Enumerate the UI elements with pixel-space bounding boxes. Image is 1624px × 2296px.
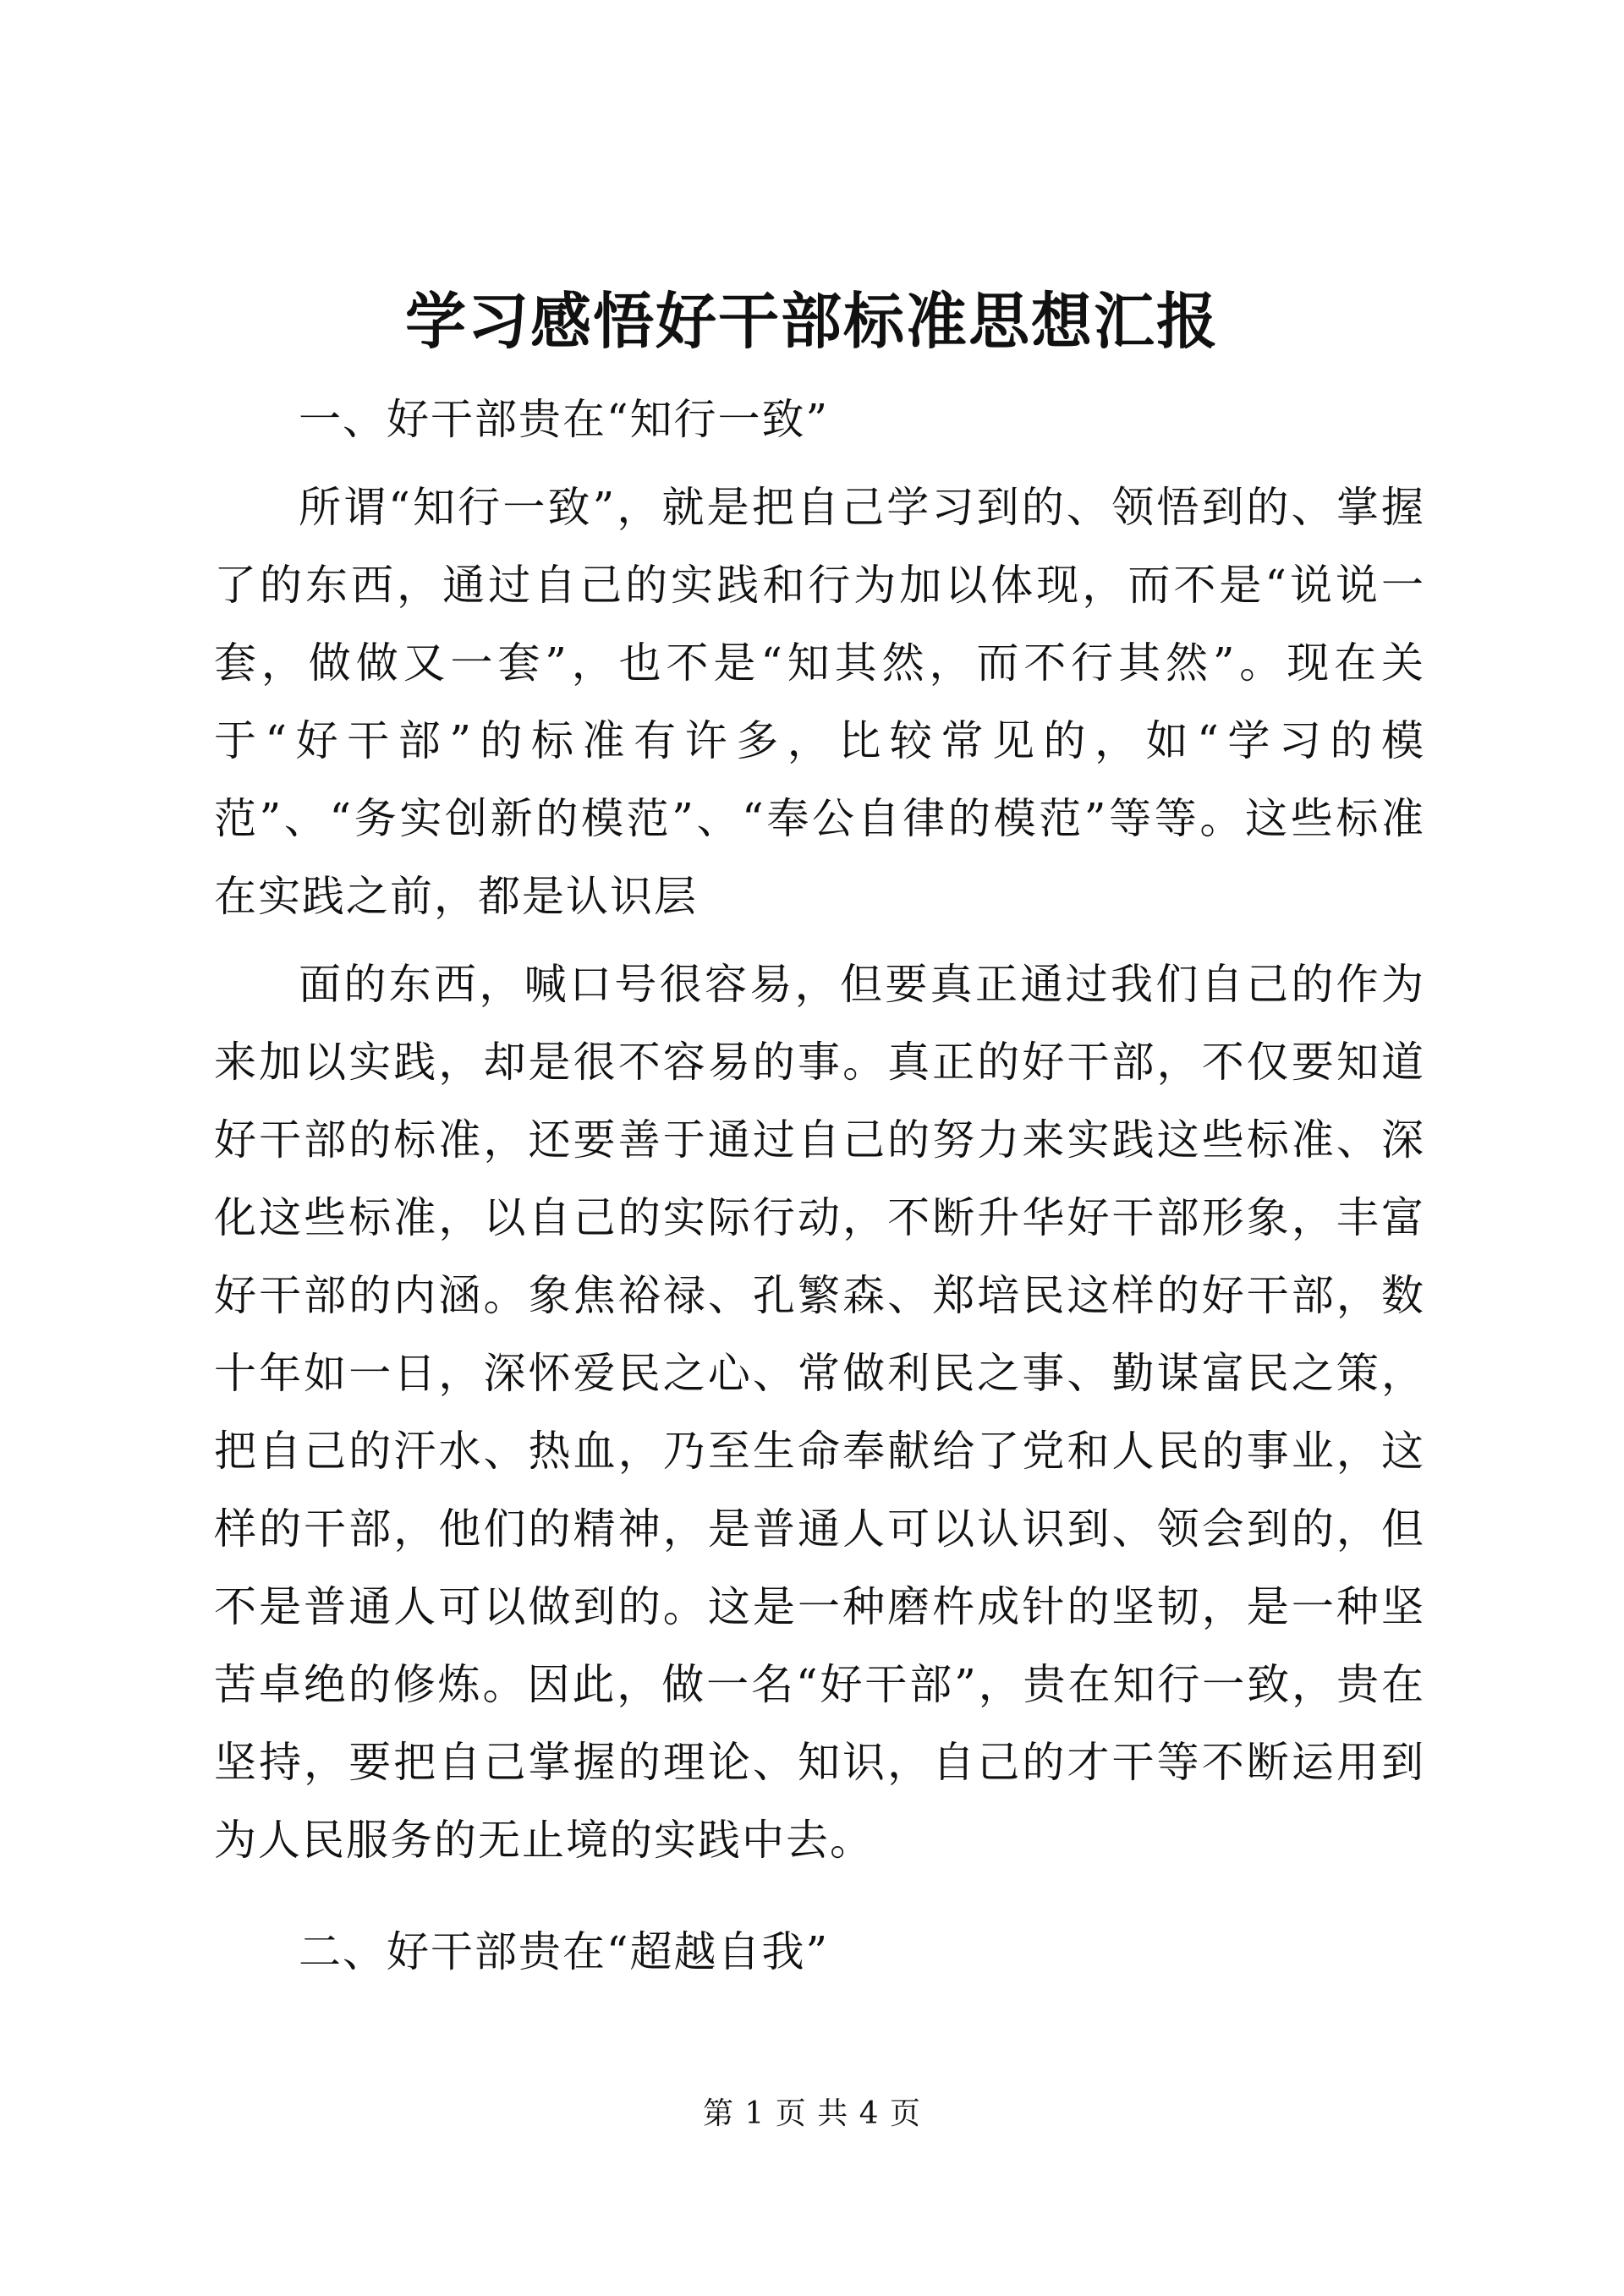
document-body [214, 381, 1425, 1991]
page-number-footer: 第 1 页 共 4 页 [702, 2096, 922, 2131]
document-title: 学习感悟好干部标准思想汇报 [404, 285, 1219, 357]
section-heading-2: 二、好干部贵在“超越自我” [299, 1927, 830, 1976]
section-heading-1: 一、好干部贵在“知行一致” [299, 395, 830, 444]
paragraph-1: 所谓“知行一致”，就是把自己学习到的、领悟到的、掌握了的东西，通过自己的实践和行为加以体现，而不是“说说一套，做做又一套”，也不是“知其然，而不行其然”。现在关于“好干部”的标准有许多，比较常见的，如“学习的模范”、“务实创新的模范”、“奉公自律的模范”等等。这些标准在实践之前，都是认识层 [214, 483, 1425, 921]
paragraph-2: 面的东西，喊口号很容易，但要真正通过我们自己的作为来加以实践，却是很不容易的事。真正的好干部，不仅要知道好干部的标准，还要善于通过自己的努力来实践这些标准、深化这些标准，以自己的实际行动，不断升华好干部形象，丰富好干部的内涵。象焦裕禄、孔繁森、郑培民这样的好干部，数十年如一日，深怀爱民之心、常做利民之事、勤谋富民之策，把自己的汗水、热血，乃至生命奉献给了党和人民的事业，这样的干部，他们的精神，是普通人可以认识到、领会到的，但不是普通人可以做到的。这是一种磨杵成针的坚韧，是一种坚苦卓绝的修炼。因此，做一名“好干部”，贵在知行一致，贵在坚持，要把自己掌握的理论、知识，自己的才干等不断运用到为人民服务的无止境的实践中去。 [214, 960, 1425, 1865]
